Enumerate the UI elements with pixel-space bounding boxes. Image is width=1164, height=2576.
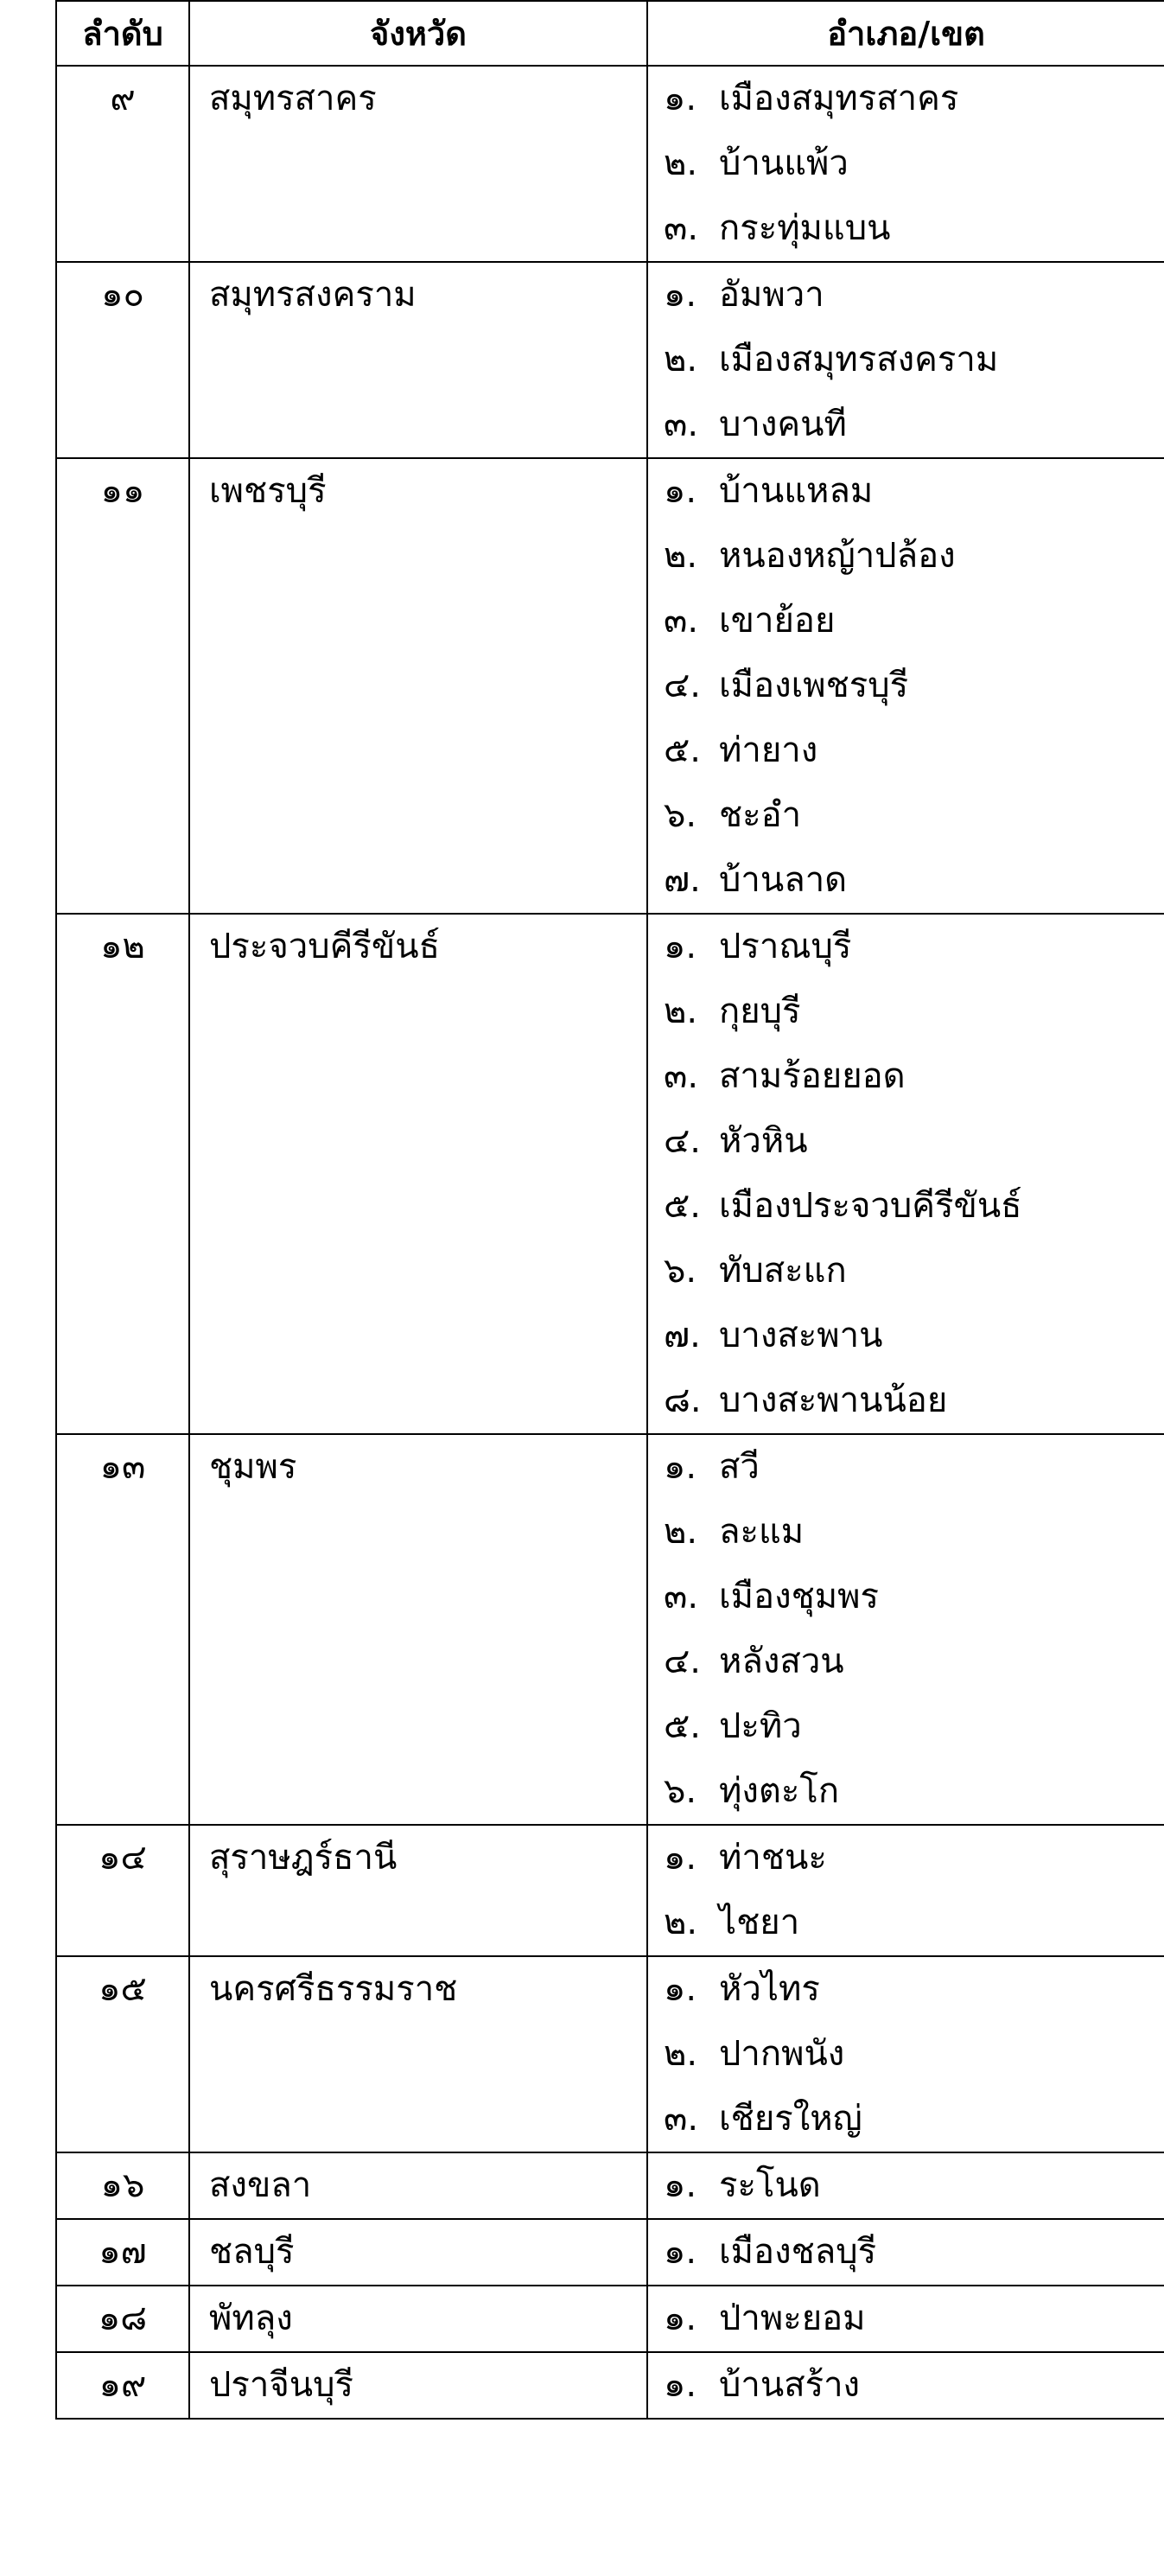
district-name: เมืองสมุทรสงคราม (719, 340, 999, 379)
district-item (664, 1109, 1164, 1174)
table-row (56, 2286, 1164, 2352)
district-item (664, 1500, 1164, 1565)
province-name: พัทลุง (209, 2299, 293, 2338)
district-item (664, 654, 1164, 718)
district-name: ละแม (719, 1512, 805, 1552)
row-number (56, 458, 189, 914)
province-name: ชุมพร (209, 1447, 297, 1487)
district-number: ๕. (664, 1706, 701, 1746)
district-name: บ้านสร้าง (719, 2365, 861, 2405)
district-name: อัมพวา (719, 275, 824, 315)
province-cell (189, 2352, 647, 2419)
district-cell (647, 262, 1164, 458)
district-item (664, 2353, 1164, 2418)
district-number: ๖. (664, 795, 697, 835)
district-name: กุยบุรี (719, 992, 801, 1031)
table-body (56, 66, 1164, 2419)
district-number: ๔. (664, 1642, 701, 1681)
province-cell (189, 66, 647, 262)
district-name: เมืองชลบุรี (719, 2232, 877, 2272)
district-name: บ้านแหลม (719, 471, 874, 511)
province-name: สมุทรสงคราม (209, 275, 417, 315)
province-name: สุราษฎร์ธานี (209, 1838, 398, 1878)
row-number-text: ๑๖ (100, 2165, 145, 2205)
row-number-text: ๙ (110, 79, 136, 118)
district-number: ๗. (664, 860, 701, 900)
district-number: ๒. (664, 143, 698, 183)
district-name: ระโนด (719, 2165, 821, 2205)
district-name: เชียรใหญ่ (719, 2099, 862, 2139)
district-name: ชะอำ (719, 795, 802, 835)
district-number: ๒. (664, 536, 698, 576)
district-item (664, 1957, 1164, 2022)
district-item (664, 196, 1164, 261)
row-number-text: ๑๙ (99, 2365, 147, 2405)
district-number: ๓. (664, 1056, 699, 1096)
province-cell (189, 1434, 647, 1825)
table-row (56, 914, 1164, 1434)
province-cell (189, 2219, 647, 2286)
district-name: บ้านลาด (719, 860, 848, 900)
table-row (56, 1434, 1164, 1825)
district-name: สามร้อยยอด (719, 1056, 906, 1096)
row-number (56, 262, 189, 458)
district-number: ๒. (664, 992, 698, 1031)
header-district: อำเภอ/เขต (647, 1, 1164, 66)
province-cell (189, 458, 647, 914)
district-item (664, 2022, 1164, 2087)
row-number (56, 2219, 189, 2286)
district-number: ๔. (664, 666, 701, 705)
district-item (664, 263, 1164, 328)
district-name: ปราณบุรี (719, 927, 852, 966)
district-item (664, 1174, 1164, 1239)
district-cell (647, 1825, 1164, 1956)
row-number (56, 914, 189, 1434)
province-name: เพชรบุรี (209, 471, 327, 511)
district-name: เมืองชุมพร (719, 1577, 879, 1616)
district-name: ท่ายาง (719, 730, 818, 770)
district-item (664, 1759, 1164, 1824)
district-number: ๑. (664, 2365, 697, 2405)
district-cell (647, 1956, 1164, 2152)
row-number (56, 66, 189, 262)
table-row (56, 1956, 1164, 2152)
district-number: ๖. (664, 1251, 697, 1291)
row-number (56, 1825, 189, 1956)
district-item (664, 1435, 1164, 1500)
district-number: ๕. (664, 1186, 701, 1226)
table-row (56, 262, 1164, 458)
row-number-text: ๑๑ (100, 471, 145, 511)
district-item (664, 1044, 1164, 1109)
district-name: บางคนที (719, 405, 847, 444)
district-cell (647, 66, 1164, 262)
district-name: เมืองสมุทรสาคร (719, 79, 959, 118)
district-item (664, 1368, 1164, 1433)
district-item (664, 1565, 1164, 1629)
row-number-text: ๑๘ (98, 2299, 148, 2338)
district-number: ๘. (664, 1380, 702, 1420)
district-cell (647, 2219, 1164, 2286)
district-number: ๑. (664, 1838, 697, 1878)
district-item (664, 2153, 1164, 2218)
table-row (56, 1825, 1164, 1956)
district-cell (647, 458, 1164, 914)
province-name: ประจวบคีรีขันธ์ (209, 927, 440, 966)
district-name: ท่าชนะ (719, 1838, 827, 1878)
district-number: ๑. (664, 2232, 697, 2272)
province-name: สงขลา (209, 2165, 312, 2205)
district-item (664, 2087, 1164, 2152)
district-name: ปากพนัง (719, 2034, 845, 2074)
table-row (56, 66, 1164, 262)
province-name: ชลบุรี (209, 2232, 295, 2272)
table-row (56, 2352, 1164, 2419)
table-row (56, 2219, 1164, 2286)
district-number: ๒. (664, 1903, 698, 1942)
district-item (664, 979, 1164, 1044)
district-item (664, 524, 1164, 589)
row-number (56, 2152, 189, 2219)
district-cell (647, 2152, 1164, 2219)
district-number: ๓. (664, 208, 699, 248)
table-header-row (56, 1, 1164, 66)
district-name: หลังสวน (719, 1642, 844, 1681)
district-name: สวี (719, 1447, 760, 1487)
district-item (664, 2286, 1164, 2351)
header-no: ลำดับ (56, 1, 189, 66)
province-cell (189, 1825, 647, 1956)
table-row (56, 458, 1164, 914)
district-name: ทับสะแก (719, 1251, 847, 1291)
district-item (664, 1891, 1164, 1955)
province-cell (189, 2152, 647, 2219)
row-number (56, 1956, 189, 2152)
table-row (56, 2152, 1164, 2219)
district-number: ๓. (664, 405, 699, 444)
district-name: เมืองประจวบคีรีขันธ์ (719, 1186, 1022, 1226)
district-item (664, 2220, 1164, 2285)
district-table (55, 0, 1164, 2420)
row-number (56, 2286, 189, 2352)
province-cell (189, 262, 647, 458)
district-cell (647, 2352, 1164, 2419)
district-name: หนองหญ้าปล้อง (719, 536, 956, 576)
province-name: สมุทรสาคร (209, 79, 377, 118)
row-number-text: ๑๓ (99, 1447, 146, 1487)
district-item (664, 783, 1164, 848)
district-number: ๓. (664, 2099, 699, 2139)
row-number-text: ๑๐ (101, 275, 144, 315)
row-number (56, 1434, 189, 1825)
district-number: ๑. (664, 927, 697, 966)
district-item (664, 1304, 1164, 1368)
row-number-text: ๑๕ (99, 1969, 147, 2009)
district-name: บ้านแพ้ว (719, 143, 849, 183)
district-item (664, 915, 1164, 979)
province-name: นครศรีธรรมราช (209, 1969, 458, 2009)
district-item (664, 67, 1164, 131)
district-item (664, 1826, 1164, 1891)
district-item (664, 718, 1164, 783)
row-number-text: ๑๒ (100, 927, 145, 966)
district-name: เขาย้อย (719, 601, 836, 641)
district-number: ๑. (664, 471, 697, 511)
district-name: หัวไทร (719, 1969, 820, 2009)
district-item (664, 459, 1164, 524)
district-name: บางสะพาน (719, 1316, 883, 1355)
province-name: ปราจีนบุรี (209, 2365, 353, 2405)
district-cell (647, 914, 1164, 1434)
district-number: ๑. (664, 79, 697, 118)
row-number (56, 2352, 189, 2419)
district-item (664, 392, 1164, 457)
district-item (664, 131, 1164, 196)
district-item (664, 1694, 1164, 1759)
district-number: ๒. (664, 1512, 698, 1552)
district-number: ๑. (664, 2299, 697, 2338)
district-item (664, 328, 1164, 392)
province-cell (189, 1956, 647, 2152)
district-number: ๕. (664, 730, 701, 770)
district-name: เมืองเพชรบุรี (719, 666, 909, 705)
row-number-text: ๑๗ (99, 2232, 147, 2272)
district-number: ๑. (664, 1447, 697, 1487)
header-province: จังหวัด (189, 1, 647, 66)
district-name: ทุ่งตะโก (719, 1771, 840, 1811)
district-item (664, 589, 1164, 654)
district-name: บางสะพานน้อย (719, 1380, 948, 1420)
province-cell (189, 914, 647, 1434)
district-name: หัวหิน (719, 1121, 808, 1161)
district-number: ๓. (664, 1577, 699, 1616)
district-number: ๑. (664, 275, 697, 315)
district-number: ๑. (664, 2165, 697, 2205)
district-number: ๒. (664, 2034, 698, 2074)
district-item (664, 848, 1164, 913)
district-item (664, 1239, 1164, 1304)
district-name: ปะทิว (719, 1706, 802, 1746)
province-cell (189, 2286, 647, 2352)
district-name: ป่าพะยอม (719, 2299, 866, 2338)
district-number: ๓. (664, 601, 699, 641)
district-number: ๒. (664, 340, 698, 379)
district-cell (647, 1434, 1164, 1825)
row-number-text: ๑๔ (99, 1838, 147, 1878)
district-number: ๖. (664, 1771, 697, 1811)
district-cell (647, 2286, 1164, 2352)
district-number: ๔. (664, 1121, 701, 1161)
district-number: ๑. (664, 1969, 697, 2009)
district-item (664, 1629, 1164, 1694)
district-name: กระทุ่มแบน (719, 208, 891, 248)
district-name: ไชยา (719, 1903, 800, 1942)
district-number: ๗. (664, 1316, 701, 1355)
